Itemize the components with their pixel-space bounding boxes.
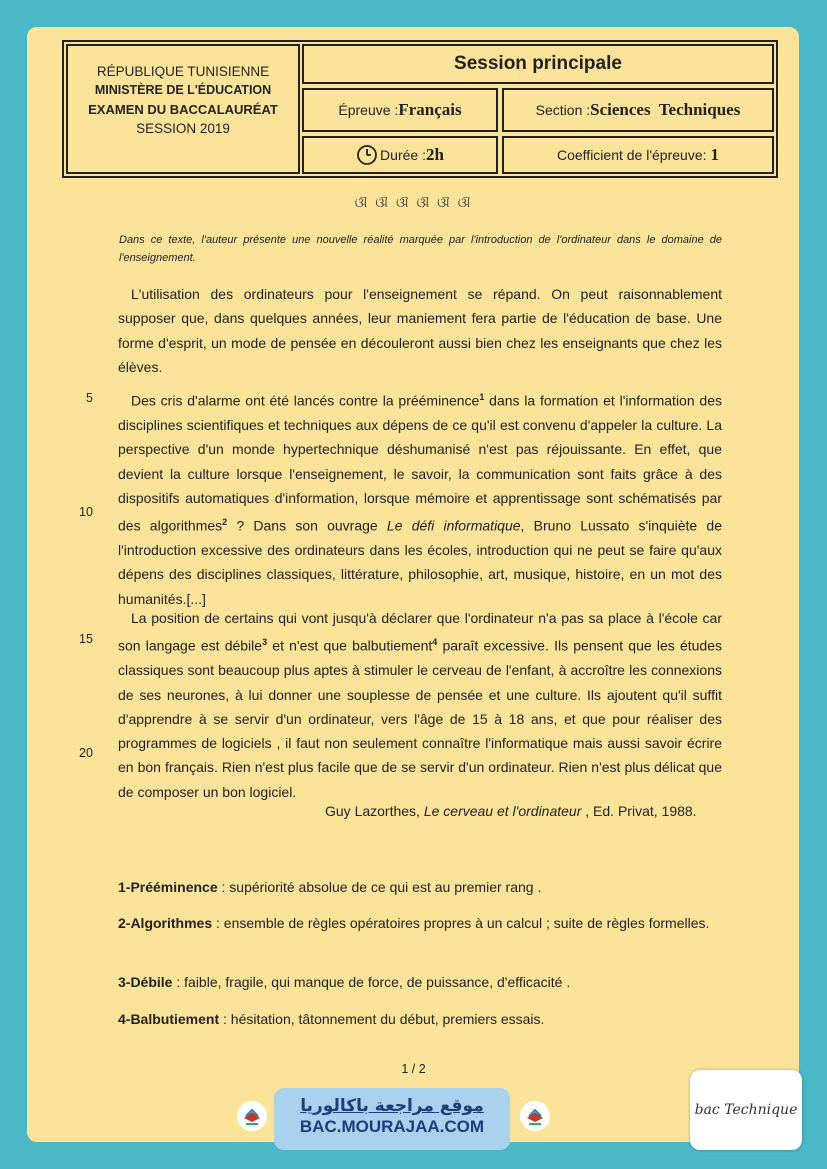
source-title: Le cerveau et l'ordinateur — [423, 803, 582, 819]
institution-block — [66, 44, 300, 174]
section-label: Section : — [535, 102, 591, 118]
p3-part-b: et n'est que balbutiement — [267, 637, 433, 654]
line-number-15: 15 — [79, 632, 93, 646]
banner-url[interactable]: BAC.MOURAJAA.COM — [299, 1117, 485, 1136]
note-4 — [118, 1008, 723, 1030]
coefficient-cell — [502, 136, 774, 174]
note-term: 1-Prééminence — [118, 879, 218, 895]
session-title: Session principale — [302, 44, 774, 84]
exam-line: EXAMEN DU BACCALAURÉAT — [88, 102, 278, 117]
note-definition: : faible, fragile, qui manque de force, de puissance, d'efficacité . — [172, 974, 571, 990]
note-1 — [118, 876, 723, 898]
republic-line: RÉPUBLIQUE TUNISIENNE — [96, 64, 270, 79]
intro-text: Dans ce texte, l'auteur présente une nouvelle réalité marquée par l'introduction de l'ordinateur dans le domaine de l'enseignement. — [119, 234, 722, 264]
footnote-ref-1: 1 — [479, 392, 485, 402]
p2-part-e: , Bruno Lussato s'inquiète de l'introduction excessive des ordinateurs dans les écoles, introduction qui ne peut se faire qu'aux dépens des disciplines classiques, littérature, philosophie, art, musique, histoire, en un mot des humanités.[...] — [118, 517, 722, 607]
coefficient-value: 1 — [710, 145, 719, 164]
paragraph-2 — [118, 385, 722, 611]
note-term: 4-Balbutiement — [118, 1011, 220, 1027]
epreuve-cell — [302, 88, 498, 132]
coefficient-label: Coefficient de l'épreuve: — [556, 147, 707, 163]
footnote-ref-2: 2 — [222, 517, 228, 528]
p2-part-a: Des cris d'alarme ont été lancés contre la prééminence — [131, 392, 480, 409]
paragraph-1-text: L'utilisation des ordinateurs pour l'enseignement se répand. On peut raisonnablement supposer que, dans quelques années, leur maniement fera partie de l'éducation de base. Une forme d'esprit, un mode de pensée en découleront aussi bien chez les enseignants que chez les élèves. — [118, 286, 722, 375]
site-logo-icon — [519, 1100, 551, 1132]
p3-part-c: paraît excessive. Ils pensent que les études classiques sont beaucoup plus aptes à stimuler le cerveau de l'enfant, à accroître les connexions de ses neurones, à lui donner une souplesse de pensée et une culture. Ils ajoutent qu'il suffit d'apprendre à se servir d'un ordinateur, vers l'âge de 15 à 18 ans, et que pour réaliser des programmes de logiciels , il faut non seulement connaître l'informatique mais aussi savoir écrire en bon français. Rien n'est plus facile que de se servir d'un ordinateur. Rien n'est plus délicat que de composer un bon logiciel. — [118, 637, 723, 800]
session-year-line: SESSION 2019 — [136, 121, 230, 136]
section-value: Sciences Techniques — [590, 100, 741, 119]
banner-arabic-title: موقع مراجعة باكالوريا — [300, 1096, 484, 1116]
site-logo-icon — [236, 1100, 268, 1132]
clock-icon — [356, 144, 378, 166]
exam-header — [62, 40, 778, 178]
note-term: 3-Débile — [118, 974, 173, 990]
paragraph-1 — [118, 282, 722, 379]
p2-part-c: ? Dans son ouvrage — [227, 517, 387, 534]
paragraph-3-text — [118, 606, 722, 804]
source-citation — [325, 803, 697, 819]
note-3 — [118, 971, 723, 993]
source-publisher: , Ed. Privat, 1988. — [581, 803, 697, 819]
note-term: 2-Algorithmes — [118, 915, 213, 931]
duree-label: Durée : — [380, 147, 426, 163]
note-definition: : supériorité absolue de ce qui est au premier rang . — [217, 879, 542, 895]
source-author: Guy Lazorthes, — [325, 803, 424, 819]
footnote-ref-4: 4 — [432, 637, 438, 648]
p2-part-b: dans la formation et l'information des disciplines scientifiques et techniques aux dépens de ce qu'il est convenu d'appeler la culture. La perspective d'un monde hypertechnique déshumanisé n'est pas réjouissante. En effet, que devient la culture lorsque l'enseignement, le savoir, la communication sont faits grâce à des dispositifs automatiques d'information, lorsque mémoire et apprentissage sont schématisés par des algorithmes — [118, 392, 722, 534]
epreuve-label: Épreuve : — [338, 102, 399, 118]
line-number-10: 10 — [79, 505, 93, 519]
footnote-ref-3: 3 — [262, 637, 268, 648]
note-definition: : hésitation, tâtonnement du début, premiers essais. — [219, 1011, 545, 1027]
bac-technique-stamp: bac Technique — [690, 1070, 802, 1150]
ornament-divider: ଔ ଔ ଔ ଔ ଔ ଔ — [354, 196, 473, 211]
paragraph-3 — [118, 606, 722, 804]
note-2 — [118, 912, 723, 934]
duree-value: 2h — [425, 145, 444, 164]
book-title: Le défi informatique — [386, 517, 521, 534]
line-number-5: 5 — [86, 391, 93, 405]
note-definition: : ensemble de règles opératoires propres à un calcul ; suite de règles formelles. — [212, 915, 710, 931]
site-banner[interactable] — [274, 1088, 510, 1150]
page-number: 1 / 2 — [401, 1062, 426, 1076]
ministry-line: MINISTÈRE DE L'ÉDUCATION — [94, 83, 272, 97]
section-cell — [502, 88, 774, 132]
p3-part-a: La position de certains qui vont jusqu'à déclarer que l'ordinateur n'a pas sa place à l'école car son langage est débile — [118, 610, 722, 654]
paragraph-2-text — [118, 385, 722, 611]
duree-cell — [302, 136, 498, 174]
epreuve-value: Français — [398, 100, 462, 119]
line-number-20: 20 — [79, 746, 93, 760]
